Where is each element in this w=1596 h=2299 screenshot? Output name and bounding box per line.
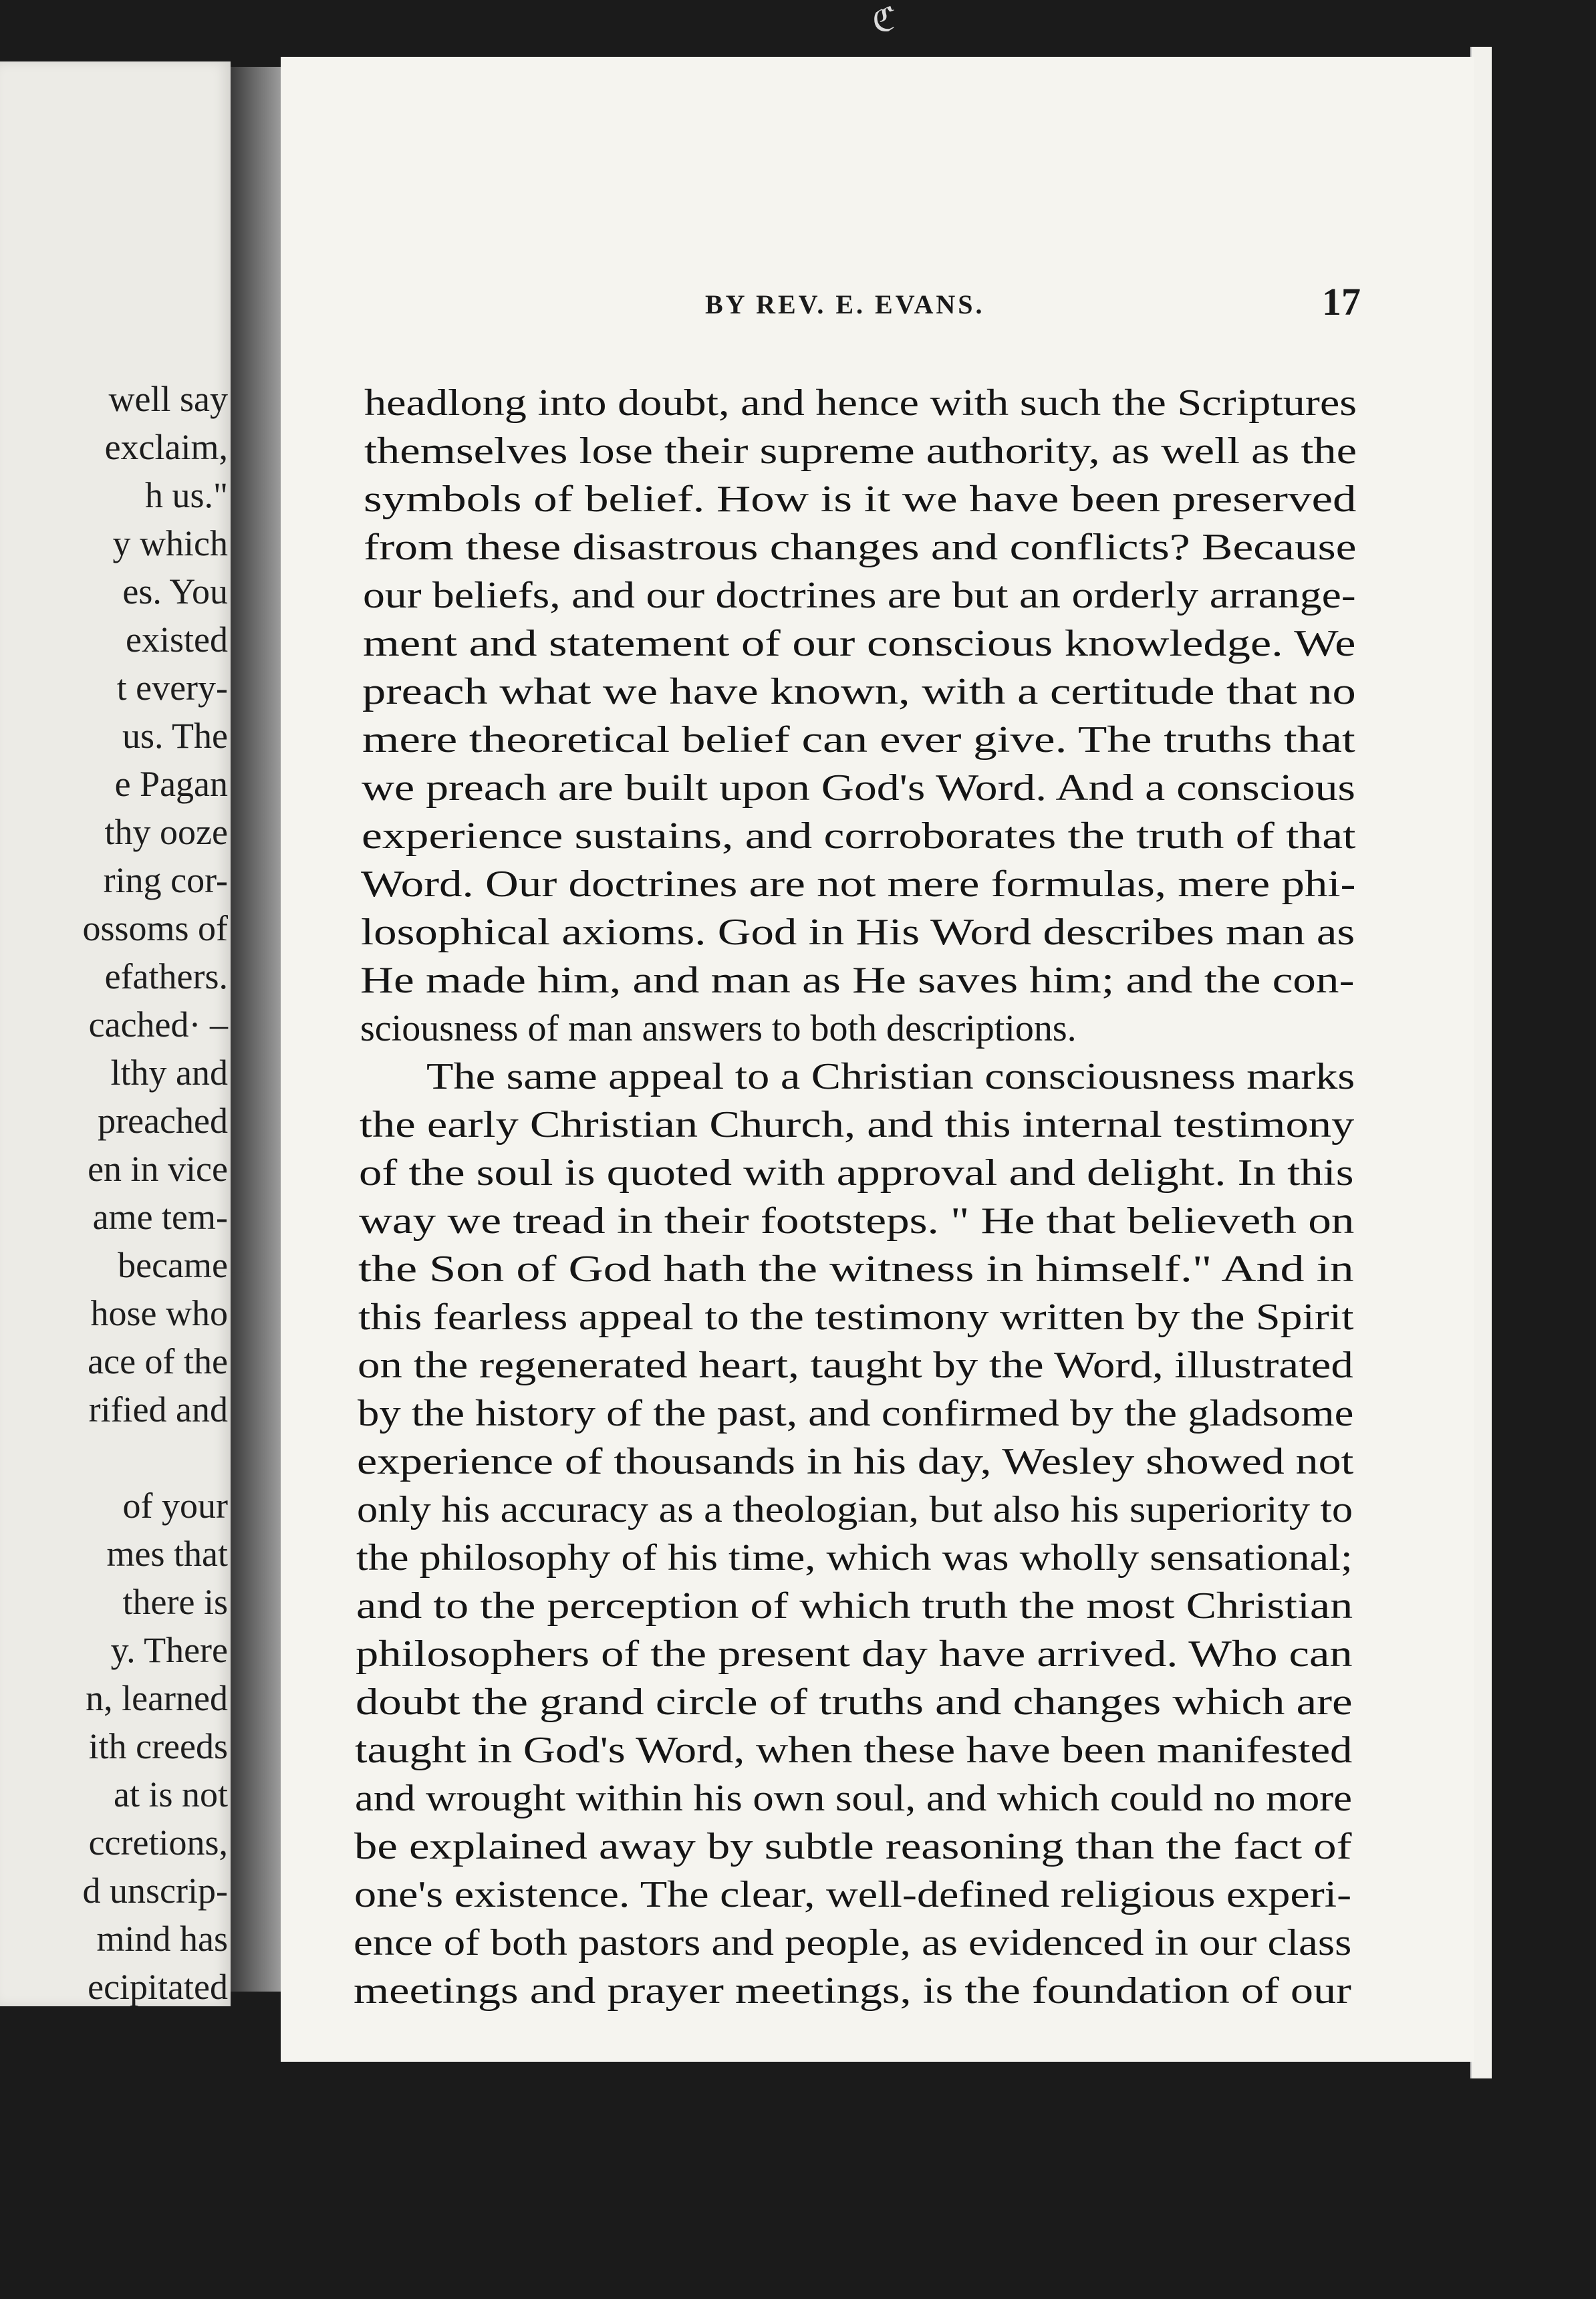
left-text-fragment: of your — [122, 1486, 228, 1526]
text-line: be explained away by subtle reasoning than the fact of — [354, 1826, 1352, 1867]
left-text-fragment: cached· – — [88, 1004, 228, 1045]
text-line: philosophers of the present day have arrived. Who can — [356, 1633, 1353, 1675]
left-text-fragment: lthy and — [110, 1053, 228, 1093]
left-text-fragment: y. There — [110, 1630, 228, 1670]
text-line: experience of thousands in his day, Wesley showed not — [357, 1441, 1354, 1482]
left-text-fragment: e Pagan — [114, 764, 228, 804]
left-text-fragment: es. You — [122, 571, 228, 612]
left-text-fragment: y which — [112, 523, 228, 563]
text-line: symbols of belief. How is it we have been preserved — [364, 479, 1357, 520]
text-line: ence of both pastors and people, as evidenced in our class — [354, 1922, 1352, 1964]
left-text-fragment: there is — [122, 1582, 228, 1622]
text-line: the early Christian Church, and this internal testimony — [360, 1104, 1355, 1145]
text-line: themselves lose their supreme authority, as well as the — [364, 430, 1357, 472]
text-line: taught in God's Word, when these have been manifested — [355, 1730, 1353, 1771]
left-text-fragment: mes that — [106, 1534, 228, 1574]
text-line: only his accuracy as a theologian, but also his superiority to — [357, 1489, 1353, 1530]
running-title: BY REV. E. EVANS. — [705, 289, 985, 319]
text-line: preach what we have known, with a certitude that no — [362, 671, 1356, 712]
text-line: this fearless appeal to the testimony written by the Spirit — [358, 1297, 1354, 1338]
text-line: sciousness of man answers to both descriptions. — [360, 1008, 1077, 1049]
left-text-fragment: ith creeds — [88, 1726, 228, 1766]
left-text-fragment: ccretions, — [88, 1822, 228, 1863]
text-line: we preach are built upon God's Word. And a conscious — [362, 767, 1355, 809]
text-line: mere theoretical belief can ever give. The truths that — [362, 719, 1355, 761]
left-text-fragment: existed — [126, 620, 228, 660]
left-text-fragment: n, learned — [86, 1678, 228, 1718]
left-text-fragment: rified and — [88, 1389, 228, 1430]
text-line: ment and statement of our conscious knowledge. We — [363, 623, 1356, 664]
text-line: The same appeal to a Christian consciousness marks — [426, 1056, 1355, 1097]
top-mark: ℭ — [872, 1, 896, 38]
text-line: and to the perception of which truth the most Christian — [356, 1585, 1353, 1627]
text-line: from these disastrous changes and conflicts? Because — [364, 527, 1357, 568]
left-text-fragment: at is not — [114, 1774, 228, 1814]
left-text-fragment: ace of the — [88, 1341, 228, 1381]
text-line: doubt the grand circle of truths and changes which are — [356, 1681, 1353, 1723]
text-line: our beliefs, and our doctrines are but an orderly arrange- — [363, 575, 1356, 616]
text-line: experience sustains, and corroborates the truth of that — [362, 815, 1356, 857]
left-text-fragment: ring cor- — [103, 860, 228, 900]
text-line: He made him, and man as He saves him; and the con- — [360, 960, 1355, 1001]
text-line: the Son of God hath the witness in himself." And in — [358, 1248, 1354, 1290]
left-text-fragment: hose who — [90, 1293, 228, 1333]
left-text-fragment: h us." — [144, 475, 228, 515]
left-text-fragment: well say — [108, 379, 228, 419]
text-line: and wrought within his own soul, and which could no more — [355, 1778, 1352, 1819]
left-text-fragment: ecipitated — [88, 1967, 228, 2006]
left-text-fragment: preached — [98, 1101, 228, 1141]
left-text-fragment: t every- — [116, 668, 228, 708]
left-text-fragment: efathers. — [104, 956, 228, 996]
left-text-fragment: exclaim, — [104, 427, 228, 467]
left-text-fragment: ossoms of — [82, 908, 228, 948]
left-text-fragment: became — [118, 1245, 228, 1285]
text-line: Word. Our doctrines are not mere formulas, mere phi- — [361, 863, 1356, 905]
left-text-fragment: mind has — [96, 1919, 228, 1959]
left-text-fragment: thy ooze — [104, 812, 228, 852]
page-number: 17 — [1322, 280, 1361, 323]
text-line: by the history of the past, and confirmed by the gladsome — [358, 1393, 1354, 1434]
text-line: the philosophy of his time, which was wholly sensational; — [356, 1537, 1353, 1579]
text-line: headlong into doubt, and hence with such the Scriptures — [364, 382, 1357, 424]
left-text-fragment: ame tem- — [92, 1197, 228, 1237]
text-line: way we tread in their footsteps. " He that believeth on — [359, 1200, 1355, 1242]
text-line: on the regenerated heart, taught by the Word, illustrated — [358, 1345, 1353, 1386]
left-page — [0, 61, 231, 2006]
text-line: meetings and prayer meetings, is the foundation of our — [354, 1970, 1351, 2012]
text-line: of the soul is quoted with approval and delight. In this — [359, 1152, 1354, 1194]
left-text-fragment: en in vice — [88, 1149, 228, 1189]
text-line: one's existence. The clear, well-defined religious experi- — [354, 1874, 1352, 1915]
text-line: losophical axioms. God in His Word describes man as — [361, 912, 1355, 953]
left-text-fragment: us. The — [122, 716, 228, 756]
left-text-fragment: d unscrip- — [82, 1871, 228, 1911]
